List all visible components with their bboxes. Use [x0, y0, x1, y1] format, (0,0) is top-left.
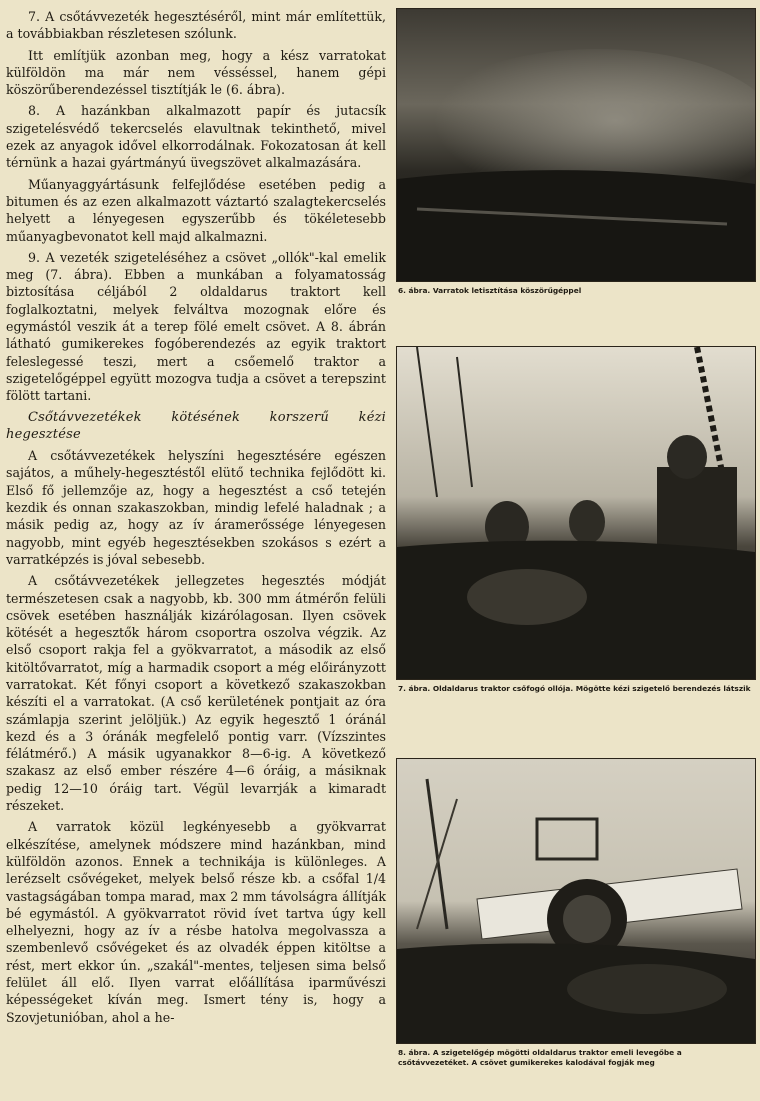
paragraph-7: A csőtávvezetékek jellegzetes hegesztés módját természetesen csak a nagyobb, kb. 300 mm átmérőn felüli csövek esetében használják kizárólagosan. Ilyen csövek kötését a hegesztők három csoportra oszolva végzik. Az első csoport rakja fel a gyökvarratot, a második az első kitöltővarratot, míg a harmadik csoport a még előirányzott varratokat. Két főnyi csoport a következő szakaszokban készíti el a varratokat. (A cső kerületének pontjait az óra számlapja szerint jelöljük.) Az egyik hegesztő 1 óránál kezd és a 3 óránák megfelelő pontig varr. (Vízszintes félátmérő.) A másik ugyanakkor 8—6-ig. A következő szakasz az első ember részére 4—6 óráig, a másiknak pedig 12—10 óráig tart. Végül levarrják a kimaradt részeket. [6, 573, 386, 814]
figure-6-photo [396, 8, 756, 282]
figure-8-photo [396, 758, 756, 1044]
paragraph-4: Műanyaggyártásunk felfejlődése esetében pedig a bitumen és az ezen alkalmazott váztartó szalagtekercselés helyett a lényegesen egyszerűbb és tökéletesebb műanyagbevonatot kell majd alkalmazni. [6, 176, 386, 244]
insulating-machine-photo [397, 759, 755, 1043]
figure-8-caption: 8. ábra. A szigetelőgép mögötti oldaldarus traktor emeli levegőbe a csőtávvezetéket. A csövet gumikerekes kalodával fogják meg [398, 1048, 682, 1067]
figure-8 [396, 758, 754, 1068]
paragraph-8: A varratok közül legkényesebb a gyökvarrat elkészítése, amelynek módszere mind hazánkban, mind külföldön azonos. Ennek a technikája is különleges. A lerézselt csővégeket, melyek belső része kb. a csőfal 1/4 vastagságában tompa marad, max 2 mm távolságra állítják bé egymástól. A gyökvarratot rövid ívet tartva úgy kell elhelyezni, hogy az ív a résbe hatolva megolvassza a szembenlevő csővégeket és az olvadék éppen kitöltse a rést, mert ekkor ún. „szakál"-mentes, teljesen sima belső felület áll elő. Ilyen varrat előállítása iparművészi képességeket kíván meg. Ismert tény is, hogy a Szovjetunióban, ahol a he- [6, 819, 386, 1025]
paragraph-1: 7. A csőtávvezeték hegesztéséről, mint már említettük, a továbbiakban részletesen szólunk. [6, 9, 386, 42]
paragraph-3: 8. A hazánkban alkalmazott papír és jutacsík szigetelésvédő tekercselés elavultnak tekinthető, mivel ezek az anyagok idővel elkorrodálnak. Fokozatosan át kell térnünk a hazai gyártmányú üvegszövet alkalmazására. [6, 103, 386, 171]
section-subheading: Csőtávvezetékek kötésének korszerű kézi hegesztése [6, 409, 386, 442]
text-column [6, 8, 386, 1030]
weld-grinding-photo [397, 9, 755, 281]
paragraph-5: 9. A vezeték szigeteléséhez a csövet „ollók"-kal emelik meg (7. ábra). Ebben a munkában a folyamatosság biztosítása céljából 2 oldaldarus traktort kell foglalkoztatni, melyek felváltva mozognak előre és egymástól veszik át a terep fölé emelt csövet. A 8. ábrán látható gumikerekes fogóberendezés az egyik traktort feleslegessé teszi, mert a csőemelő traktor a szigetelőgéppel együtt mozogva tudja a csövet a terepszint fölött tartani. [6, 249, 386, 404]
paragraph-2: Itt említjük azonban meg, hogy a kész varratokat külföldön ma már nem vésséssel, hanem gépi köszörűberendezéssel tisztítják le (6. ábra). [6, 47, 386, 98]
figure-7 [396, 346, 754, 694]
paragraph-6: A csőtávvezetékek helyszíni hegesztésére egészen sajátos, a műhely-hegesztéstől elütő technika fejlődött ki. Első fő jellemzője az, hogy a hegesztést a cső tetején kezdik és onnan szakaszokban, mindig lefelé haladnak ; a másik pedig az, hogy az ív áramerőssége lényegesen nagyobb, mint egyéb hegesztésekben szokásos s ezért a varratképzés is jóval sebesebb. [6, 448, 386, 567]
figure-7-photo [396, 346, 756, 680]
figure-6-caption: 6. ábra. Varratok letisztítása köszörűgéppel [398, 286, 582, 295]
figure-6 [396, 8, 754, 296]
figure-7-caption: 7. ábra. Oldaldarus traktor csőfogó ollója. Mögötte kézi szigetelő berendezés látszik [398, 684, 751, 693]
tractor-pipe-clamp-photo [397, 347, 755, 679]
